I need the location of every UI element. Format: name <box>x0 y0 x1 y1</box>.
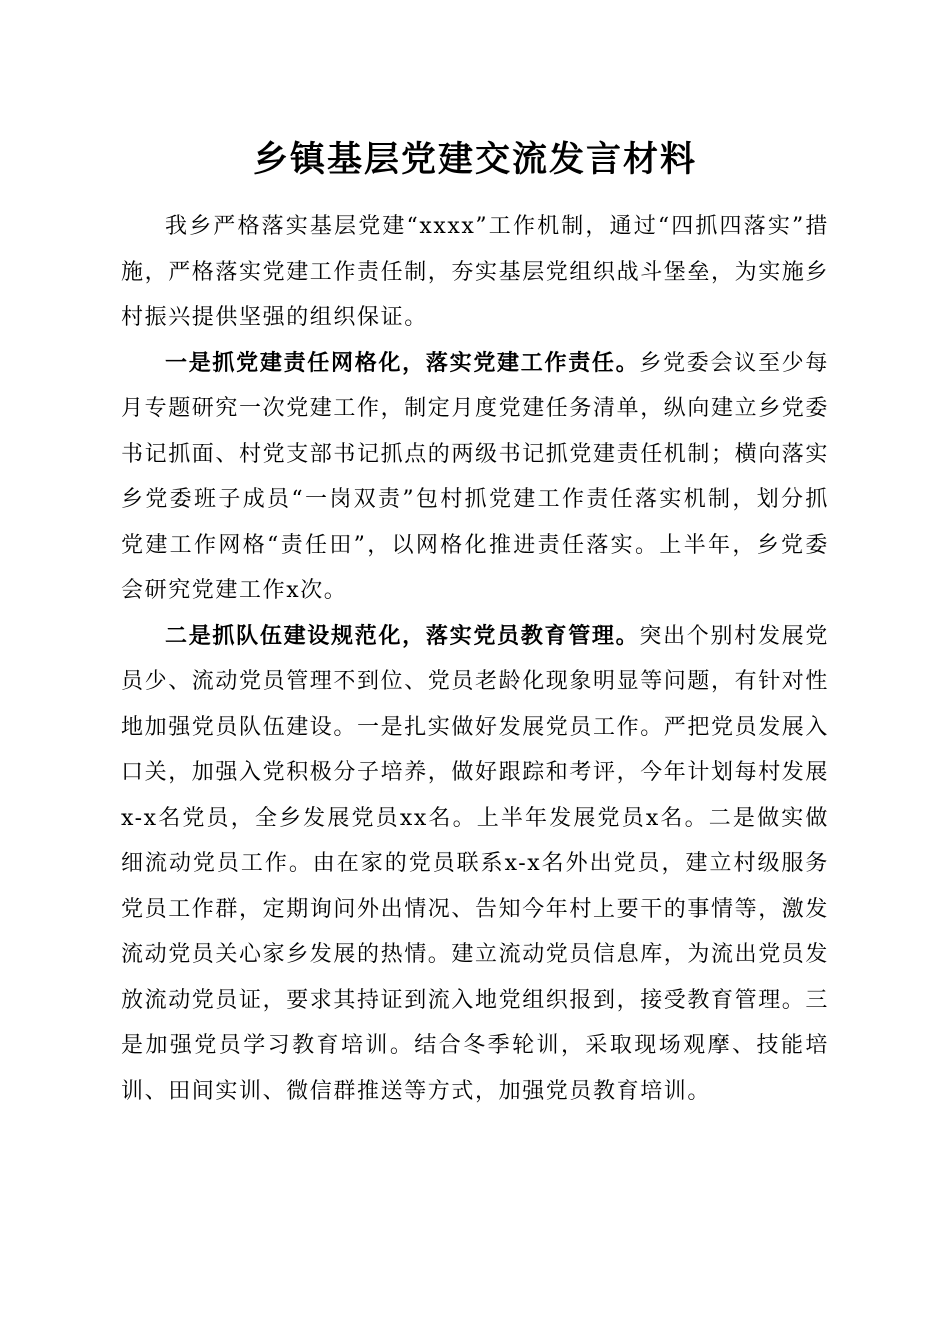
paragraph-team-building <box>121 614 829 1115</box>
document-body <box>121 204 829 1114</box>
paragraph-text: 乡党委会议至少每月专题研究一次党建工作，制定月度党建任务清单，纵向建立乡党委书记抓面、村党支部书记抓点的两级书记抓党建责任机制；横向落实乡党委班子成员“一岗双责”包村抓党建工作责任落实机制，划分抓党建工作网格“责任田”，以网格化推进责任落实。上半年，乡党委会研究党建工作x次。 <box>121 350 830 603</box>
document-title: 乡镇基层党建交流发言材料 <box>252 139 697 180</box>
paragraph-lead: 二是抓队伍建设规范化，落实党员教育管理。 <box>165 622 640 649</box>
paragraph-intro <box>121 204 829 341</box>
paragraph-party-responsibility <box>121 341 829 614</box>
paragraph-lead: 一是抓党建责任网格化，落实党建工作责任。 <box>165 349 640 376</box>
paragraph-text: 我乡严格落实基层党建“xxxx”工作机制，通过“四抓四落实”措施，严格落实党建工作责任制，夯实基层党组织战斗堡垒，为实施乡村振兴提供坚强的组织保证。 <box>121 214 830 330</box>
paragraph-text: 突出个别村发展党员少、流动党员管理不到位、党员老龄化现象明显等问题，有针对性地加强党员队伍建设。一是扎实做好发展党员工作。严把党员发展入口关，加强入党积极分子培养，做好跟踪和考评，今年计划每村发展x-x名党员，全乡发展党员xx名。上半年发展党员x名。二是做实做细流动党员工作。由在家的党员联系x-x名外出党员，建立村级服务党员工作群，定期询问外出情况、告知今年村上要干的事情等，激发流动党员关心家乡发展的热情。建立流动党员信息库，为流出党员发放流动党员证，要求其持证到流入地党组织报到，接受教育管理。三是加强党员学习教育培训。结合冬季轮训，采取现场观摩、技能培训、田间实训、微信群推送等方式，加强党员教育培训。 <box>121 623 830 1104</box>
